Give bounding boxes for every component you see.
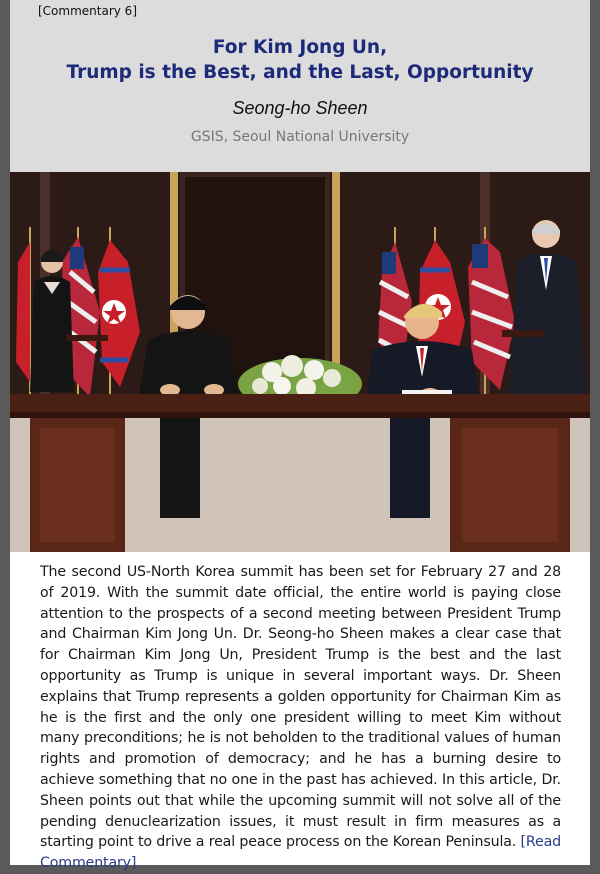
title-line-2: Trump is the Best, and the Last, Opportunity xyxy=(66,62,534,83)
summary-text: The second US-North Korea summit has been set for February 27 and 28 of 2019. With the summit date official, the entire world is paying close attention to the prospects of a second meeting between President Trump and Chairman Kim Jong Un. Dr. Seong-ho Sheen makes a clear case that for Chairman Kim Jong Un, President Trump is the best and the last opportunity as Trump is unique in several important ways. Dr. Sheen explains that Trump represents a golden opportunity for Chairman Kim as he is the first and the only one president willing to meet Kim without many preconditions; he is not beholden to the traditional values of human rights and promotion of democracy; and he has a burning desire to achieve something that no one in the past has achieved. In this article, Dr. Sheen points out that while the upcoming summit will not solve all of the pending denuclearization issues, it must result in firm measures as a starting point to drive a real peace process on the Korean Peninsula. xyxy=(40,564,561,851)
article-title xyxy=(10,35,590,85)
author-affiliation: GSIS, Seoul National University xyxy=(190,129,410,145)
summit-signing-photo-icon xyxy=(10,172,590,552)
read-commentary-link[interactable]: [Read Commentary] xyxy=(40,834,561,872)
summit-photo xyxy=(10,172,590,552)
author-name: Seong-ho Sheen xyxy=(232,98,368,118)
header-panel xyxy=(10,0,590,172)
commentary-tag: [Commentary 6] xyxy=(38,4,137,18)
summary-paragraph xyxy=(40,562,561,874)
newsletter-sheet xyxy=(10,0,590,872)
signing-table-icon xyxy=(10,394,590,552)
title-line-1: For Kim Jong Un, xyxy=(212,37,388,58)
